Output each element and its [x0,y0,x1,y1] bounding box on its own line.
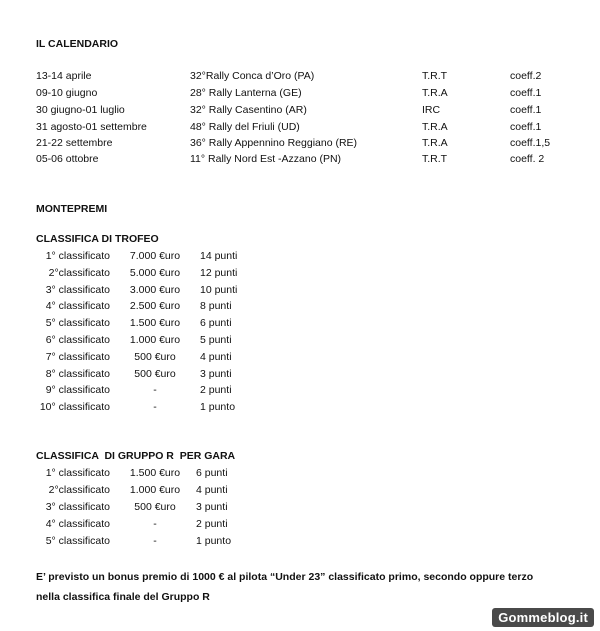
trofeo-points: 4 punti [200,351,232,363]
trofeo-row [0,368,600,383]
trofeo-points: 1 punto [200,401,236,413]
bonus-note [36,567,576,607]
calendar-type: T.R.T [422,153,448,165]
trofeo-prize: 500 €uro [134,368,176,380]
trofeo-row [0,250,600,265]
calendar-type: T.R.A [422,121,448,133]
gruppo-row [0,467,600,482]
calendar-row [0,121,600,136]
trofeo-position: 8° classificato [45,368,110,380]
trofeo-points: 10 punti [200,284,238,296]
trofeo-points: 12 punti [200,267,238,279]
gruppo-row [0,484,600,499]
gruppo-position: 1° classificato [45,467,110,479]
gruppo-title: CLASSIFICA DI GRUPPO R PER GARA [36,450,236,462]
gruppo-position: 3° classificato [45,501,110,513]
trofeo-prize: 2.500 €uro [129,300,181,312]
trofeo-position: 7° classificato [45,351,110,363]
calendar-coeff: coeff. 2 [510,153,545,165]
calendar-race: 48° Rally del Friuli (UD) [190,121,300,133]
trofeo-position: 1° classificato [45,250,110,262]
trofeo-row [0,334,600,349]
gruppo-prize: 500 €uro [134,501,176,513]
gruppo-points: 4 punti [196,484,228,496]
calendar-coeff: coeff.1 [510,87,542,99]
gruppo-row [0,535,600,550]
bonus-note-line: E’ previsto un bonus premio di 1000 € al pilota “Under 23” classificato primo, secondo oppure terzo [36,571,534,583]
calendar-coeff: coeff.2 [510,70,542,82]
calendar-date: 09-10 giugno [36,87,98,99]
gruppo-row [0,518,600,533]
trofeo-prize: 500 €uro [134,351,176,363]
gruppo-prize: 1.000 €uro [129,484,181,496]
bonus-note-line: nella classifica finale del Gruppo R [36,591,210,603]
calendar-coeff: coeff.1,5 [510,137,551,149]
gruppo-points: 1 punto [196,535,232,547]
trofeo-row [0,317,600,332]
trofeo-prize: - [153,401,157,413]
calendar-type: IRC [422,104,441,116]
gruppo-prize: - [153,535,157,547]
trofeo-prize: 5.000 €uro [129,267,181,279]
calendar-race: 28° Rally Lanterna (GE) [190,87,302,99]
calendar-race: 32° Rally Casentino (AR) [190,104,307,116]
trofeo-row [0,267,600,282]
calendar-date: 05-06 ottobre [36,153,99,165]
calendar-date: 30 giugno-01 luglio [36,104,125,116]
calendar-type: T.R.A [422,137,448,149]
trofeo-position: 3° classificato [45,284,110,296]
gruppo-points: 6 punti [196,467,228,479]
trofeo-points: 14 punti [200,250,238,262]
trofeo-points: 2 punti [200,384,232,396]
montepremi-title: MONTEPREMI [36,203,108,215]
calendar-race: 11° Rally Nord Est -Azzano (PN) [190,153,342,165]
trofeo-points: 5 punti [200,334,232,346]
trofeo-position: 6° classificato [45,334,110,346]
trofeo-row [0,401,600,416]
calendar-date: 31 agosto-01 settembre [36,121,147,133]
calendar-type: T.R.A [422,87,448,99]
gruppo-points: 3 punti [196,501,228,513]
calendar-row [0,87,600,102]
trofeo-prize: 1.500 €uro [129,317,181,329]
trofeo-row [0,351,600,366]
gruppo-row [0,501,600,516]
trofeo-points: 8 punti [200,300,232,312]
trofeo-prize: - [153,384,157,396]
gruppo-prize: 1.500 €uro [129,467,181,479]
calendar-coeff: coeff.1 [510,104,542,116]
trofeo-position: 2°classificato [48,267,110,279]
calendar-row [0,137,600,152]
trofeo-prize: 1.000 €uro [129,334,181,346]
trofeo-row [0,300,600,315]
calendar-type: T.R.T [422,70,448,82]
calendar-date: 13-14 aprile [36,70,92,82]
trofeo-row [0,284,600,299]
calendar-race: 32°Rally Conca d’Oro (PA) [190,70,315,82]
trofeo-position: 10° classificato [39,401,110,413]
calendar-row [0,70,600,85]
calendar-coeff: coeff.1 [510,121,542,133]
calendar-title: IL CALENDARIO [36,38,119,50]
calendar-date: 21-22 settembre [36,137,113,149]
calendar-race: 36° Rally Appennino Reggiano (RE) [190,137,358,149]
gruppo-position: 5° classificato [45,535,110,547]
gruppo-position: 4° classificato [45,518,110,530]
trofeo-prize: 3.000 €uro [129,284,181,296]
trofeo-position: 5° classificato [45,317,110,329]
trofeo-position: 9° classificato [45,384,110,396]
trofeo-points: 3 punti [200,368,232,380]
trofeo-position: 4° classificato [45,300,110,312]
trofeo-points: 6 punti [200,317,232,329]
gruppo-prize: - [153,518,157,530]
trofeo-title: CLASSIFICA DI TROFEO [36,233,159,245]
gruppo-position: 2°classificato [48,484,110,496]
site-watermark: Gommeblog.it [492,608,594,627]
trofeo-row [0,384,600,399]
gruppo-points: 2 punti [196,518,228,530]
calendar-row [0,104,600,119]
calendar-row [0,153,600,168]
trofeo-prize: 7.000 €uro [129,250,181,262]
